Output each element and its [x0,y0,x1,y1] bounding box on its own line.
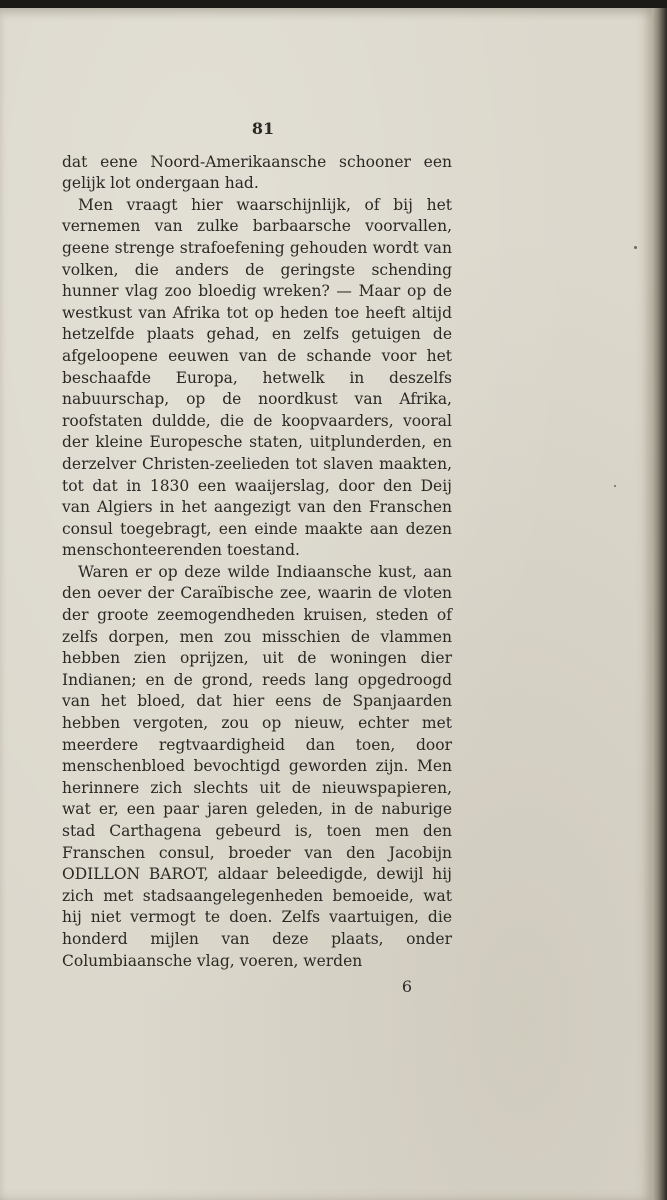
page-edge [652,8,667,1200]
paper-speck [634,246,637,249]
paragraph-1: dat eene Noord-Amerikaansche schooner een gelijk lot ondergaan had. [62,152,452,193]
text-block [62,118,452,998]
paper-speck [614,485,616,487]
paragraph-3: Waren er op deze wilde Indiaansche kust, aan den oever der Caraïbische zee, waarin de vloten der groote zeemogendheden kruisen, steden of zelfs dorpen, men zou misschien de vlammen hebben zien oprijzen, uit de woningen dier Indianen; en de grond, reeds lang opgedroogd van het bloed, dat hier eens de Spanjaarden hebben vergoten, zou op nieuw, echter met meerdere regtvaardigheid dan toen, door menschenbloed bevochtigd geworden zijn. Men herinnere zich slechts uit de nieuwspapieren, wat er, een paar jaren geleden, in de naburige stad Carthagena gebeurd is, toen men den Franschen consul, broeder van den Jacobijn ODILLON BAROT, aldaar beleedigde, dewijl hij zich met stadsaangelegenheden bemoeide, wat hij niet vermogt te doen. Zelfs vaartuigen, die honderd mijlen van deze plaats, onder Columbiaansche vlag, voeren, werden [62,562,452,970]
page-number: 81 [251,119,275,138]
paragraph-2: Men vraagt hier waarschijnlijk, of bij het vernemen van zulke barbaarsche voorvallen, geene strenge strafoefening gehouden wordt van volken, die anders de geringste schending hunner vlag zoo bloedig wreken? — Maar op de westkust van Afrika tot op heden toe heeft altijd hetzelfde plaats gehad, en zelfs getuigen de afgeloopene eeuwen van de schande voor het beschaafde Europa, hetwelk in deszelfs nabuurschap, op de noordkust van Afrika, roofstaten duldde, die de koopvaarders, vooral der kleine Europesche staten, uitplunderden, en derzelver Christen-zeelieden tot slaven maakten, tot dat in 1830 een waaijerslag, door den Deij van Algiers in het aangezigt van den Franschen consul toegebragt, een einde maakte aan dezen menschonteerenden toestand. [62,195,452,560]
signature-mark: 6 [401,977,412,997]
